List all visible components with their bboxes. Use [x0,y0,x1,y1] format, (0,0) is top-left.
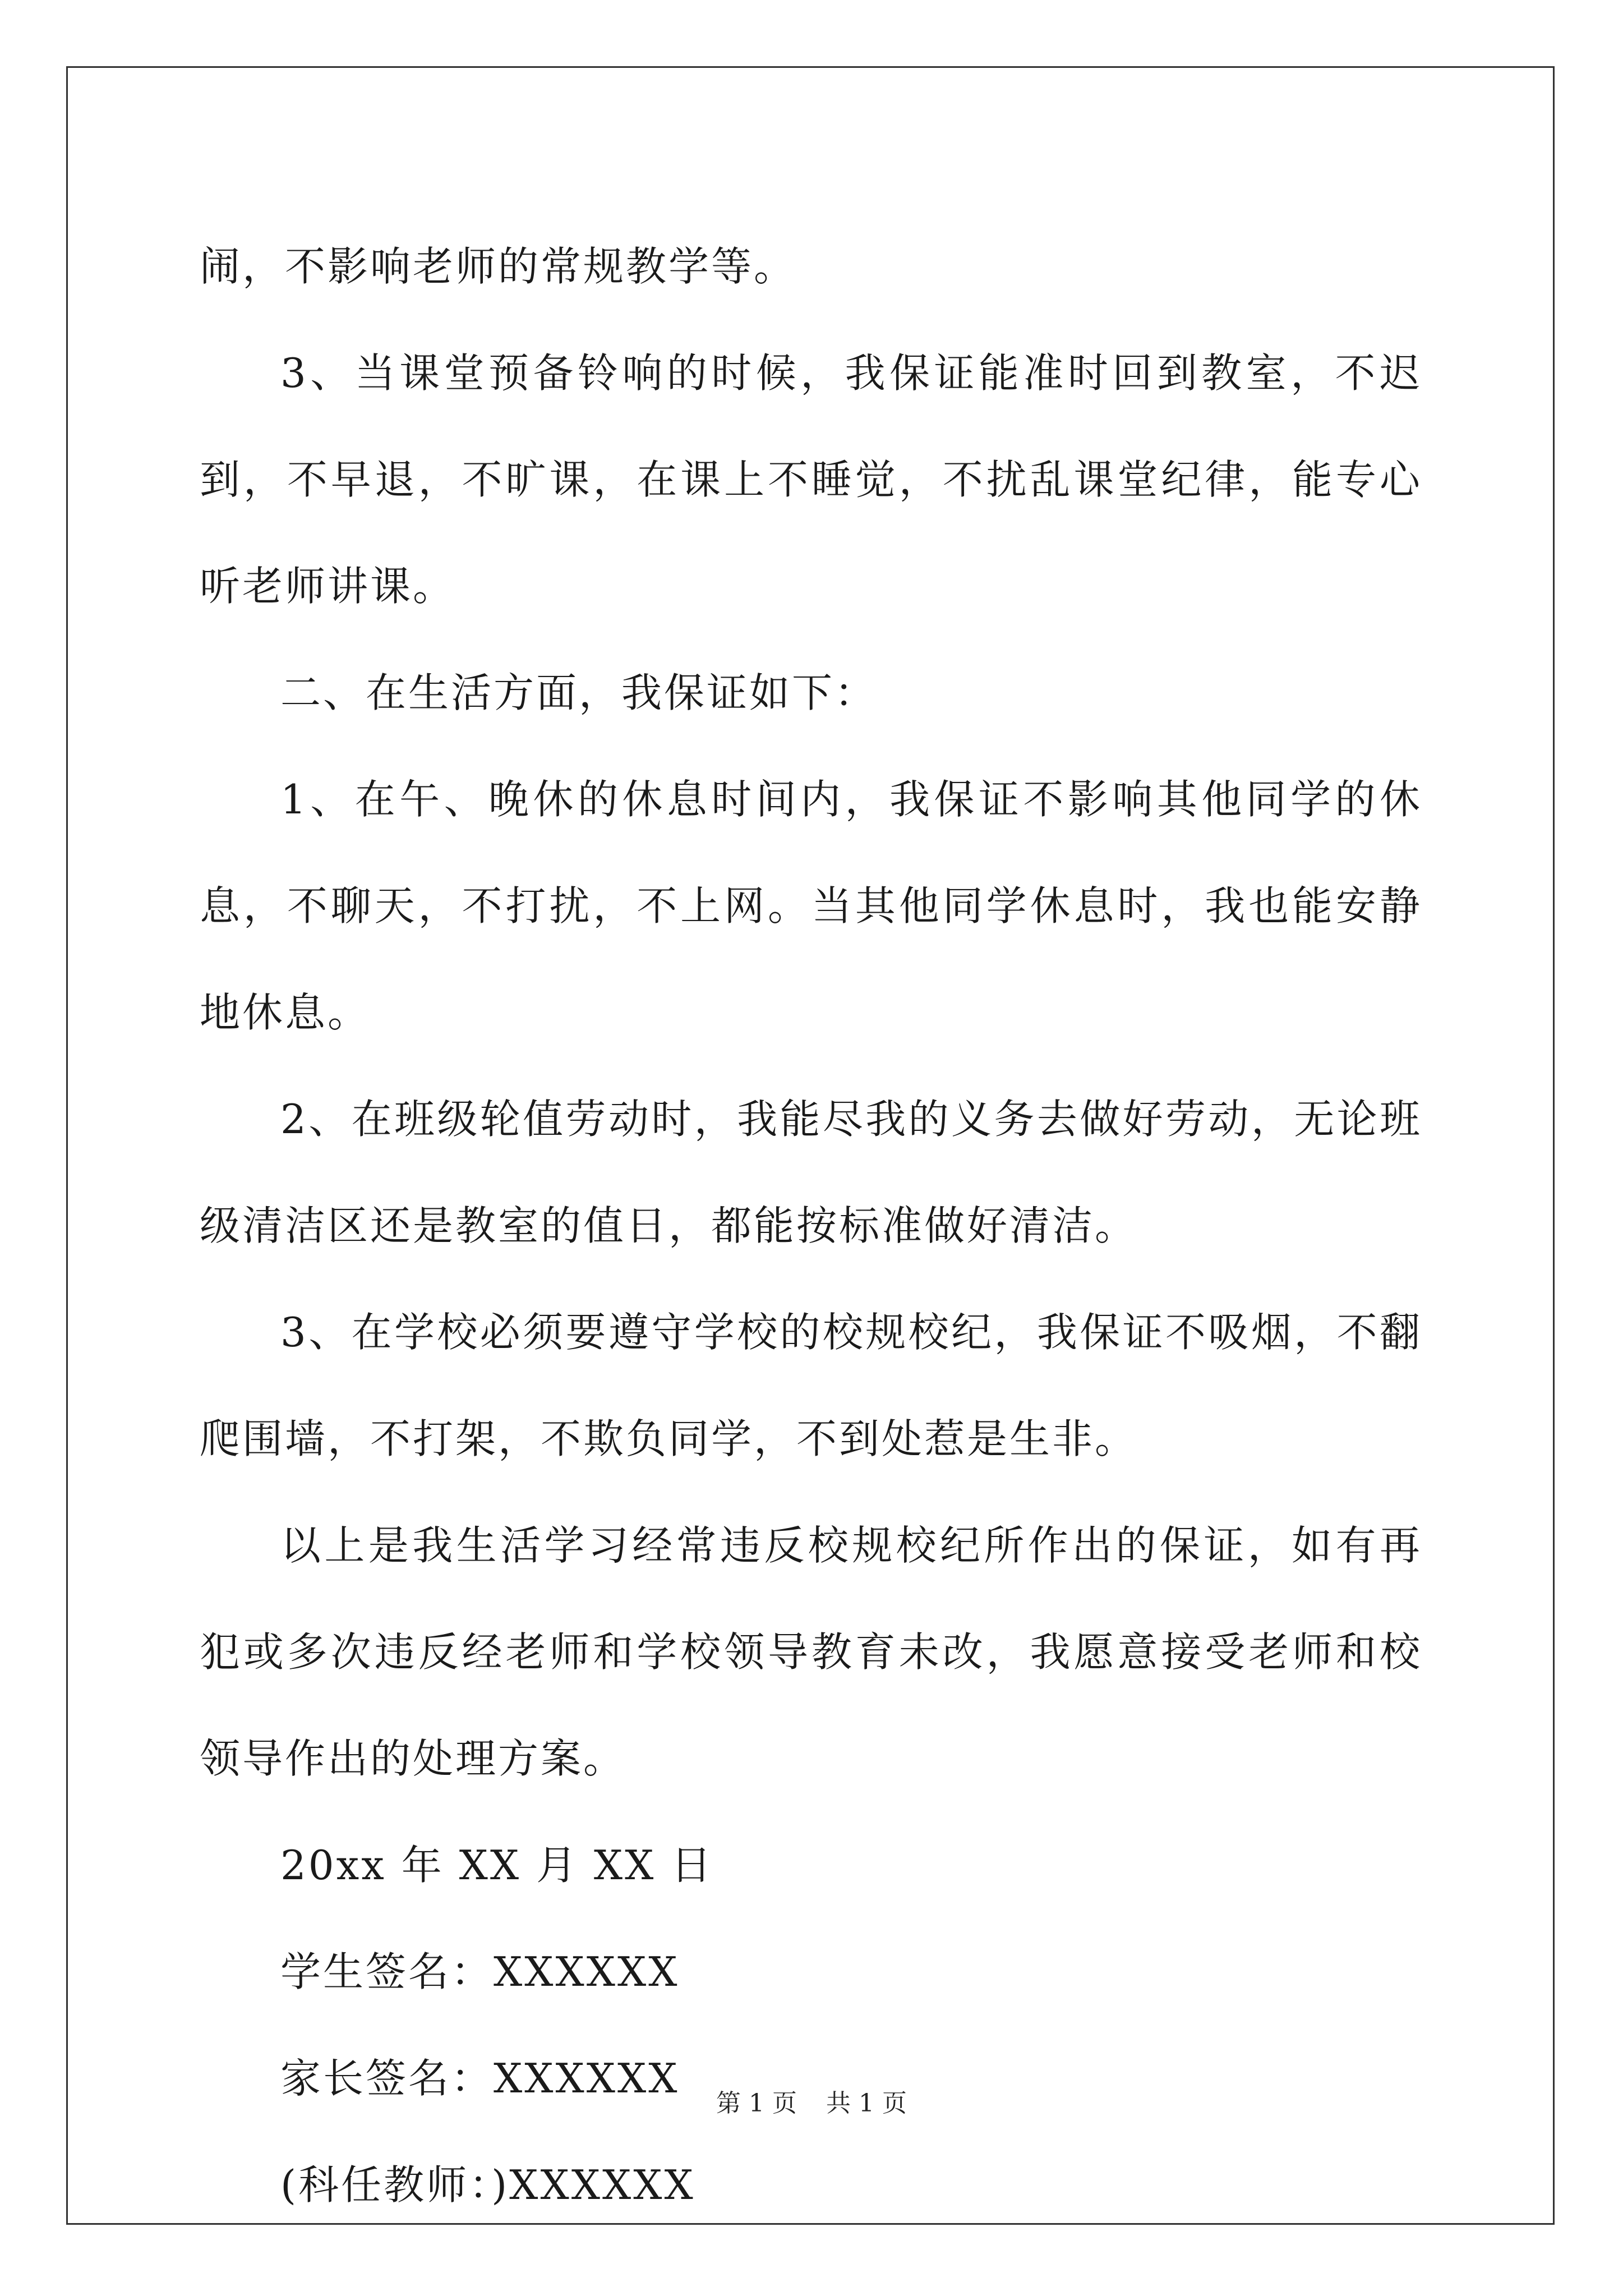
page-footer [0,2087,1623,2120]
paragraph-duty-labor: 2、在班级轮值劳动时，我能尽我的义务去做好劳动，无论班级清洁区还是教室的值日，都能按标准做好清洁。 [200,1096,1422,1249]
paragraph-continuation: 闹，不影响老师的常规教学等。 [200,243,797,290]
page-number: 第 1 页 [716,2089,797,2118]
section-heading-life: 二、在生活方面，我保证如下： [280,669,878,716]
teacher-signature: (科任教师：)XXXXXX [280,2161,695,2208]
student-signature: 学生签名：XXXXXX [280,1948,680,1995]
paragraph-rest-time: 1、在午、晚休的休息时间内，我保证不影响其他同学的休息，不聊天，不打扰，不上网。当其他同学休息时，我也能安静地休息。 [200,776,1422,1036]
paragraph-school-rules: 3、在学校必须要遵守学校的校规校纪，我保证不吸烟，不翻爬围墙，不打架，不欺负同学，不到处惹是生非。 [200,1309,1422,1462]
date-line: 20xx 年 XX 月 XX 日 [280,1842,714,1889]
parent-signature: 家长签名：XXXXXX [280,2055,680,2102]
paragraph-conclusion: 以上是我生活学习经常违反校规校纪所作出的保证，如有再犯或多次违反经老师和学校领导教育未改，我愿意接受老师和校领导作出的处理方案。 [200,1522,1422,1782]
paragraph-class-bell: 3、当课堂预备铃响的时候，我保证能准时回到教室，不迟到，不早退，不旷课，在课上不睡觉，不扰乱课堂纪律，能专心听老师讲课。 [200,349,1422,610]
page-total: 共 1 页 [826,2089,907,2118]
document-body [200,213,1422,2238]
